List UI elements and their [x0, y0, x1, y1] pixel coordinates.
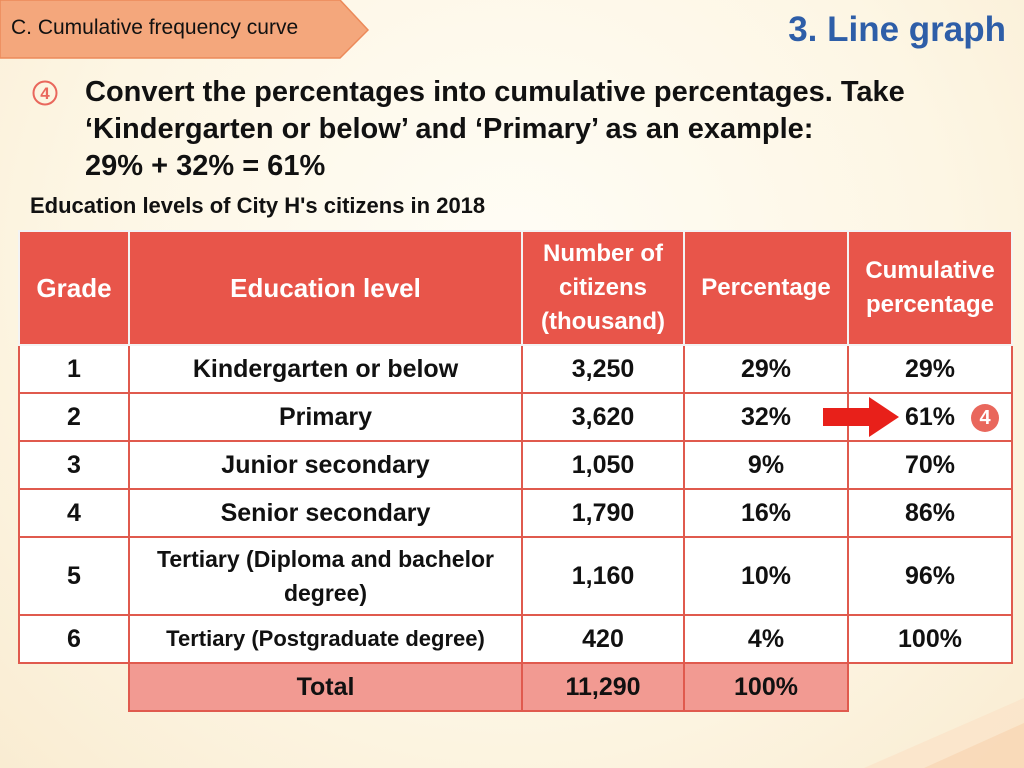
cell-education-level: Tertiary (Postgraduate degree): [129, 615, 522, 663]
header-percentage: Percentage: [684, 231, 848, 345]
red-arrow-icon: [823, 395, 901, 439]
table-row: [19, 393, 1012, 441]
cell-grade: 1: [19, 345, 129, 393]
cell-education-level: Primary: [129, 393, 522, 441]
header-grade: Grade: [19, 231, 129, 345]
total-empty-cell: [19, 663, 129, 711]
cell-citizens: 3,620: [522, 393, 684, 441]
cell-education-level-line-2: degree): [283, 580, 368, 606]
header-citizens-line-1: Number of: [543, 240, 663, 267]
table-row: [19, 615, 1012, 663]
education-table: [18, 230, 1013, 712]
cell-cumulative: 100%: [848, 615, 1012, 663]
cell-cumulative: 86%: [848, 489, 1012, 537]
cell-citizens: 1,790: [522, 489, 684, 537]
cell-citizens: 1,160: [522, 537, 684, 615]
section-tab: [0, 0, 370, 60]
header-cumulative-line-1: Cumulative: [865, 257, 995, 284]
cell-education-level-line-1: Tertiary (Diploma and bachelor: [157, 546, 494, 572]
header-education-level: Education level: [129, 231, 522, 345]
cell-grade: 3: [19, 441, 129, 489]
cell-cumulative: 70%: [848, 441, 1012, 489]
header-cumulative-line-2: percentage: [865, 291, 995, 318]
svg-text:4: 4: [40, 84, 50, 103]
cell-percentage: 29%: [684, 345, 848, 393]
cell-grade: 4: [19, 489, 129, 537]
cell-cumulative: 29%: [848, 345, 1012, 393]
cell-percentage: 32%: [684, 393, 848, 441]
cell-cumulative: 96%: [848, 537, 1012, 615]
table-caption: Education levels of City H's citizens in 2018: [30, 193, 486, 218]
table-row: [19, 537, 1012, 615]
table-header-row: [19, 231, 1012, 345]
cell-percentage: 4%: [684, 615, 848, 663]
cell-cumulative-highlighted: [848, 393, 1012, 441]
cell-citizens: 420: [522, 615, 684, 663]
cell-percentage: 9%: [684, 441, 848, 489]
instruction-line-1: Convert the percentages into cumulative percentages. Take: [85, 76, 905, 108]
cell-education-level: Kindergarten or below: [129, 345, 522, 393]
section-tab-label: C. Cumulative frequency curve: [11, 16, 299, 39]
cell-education-level: [129, 537, 522, 615]
header-number-of-citizens: [522, 231, 684, 345]
table-row: [19, 345, 1012, 393]
cell-percentage: 10%: [684, 537, 848, 615]
cell-grade: 5: [19, 537, 129, 615]
cell-education-level: Junior secondary: [129, 441, 522, 489]
cell-cumulative-value: 61%: [904, 402, 956, 431]
cell-citizens: 1,050: [522, 441, 684, 489]
table-row: [19, 489, 1012, 537]
cell-total-citizens: 11,290: [522, 663, 684, 711]
step-four-icon: [32, 80, 58, 106]
step-badge: 4: [971, 404, 999, 432]
cell-citizens: 3,250: [522, 345, 684, 393]
header-cumulative-percentage: [848, 231, 1012, 345]
instruction-line-3: 29% + 32% = 61%: [85, 150, 326, 182]
header-citizens-line-3: (thousand): [541, 308, 665, 335]
cell-total-percentage: 100%: [684, 663, 848, 711]
cell-percentage: 16%: [684, 489, 848, 537]
cell-education-level: Senior secondary: [129, 489, 522, 537]
cell-grade: 2: [19, 393, 129, 441]
header-citizens-line-2: citizens: [558, 274, 648, 301]
page-title: 3. Line graph: [788, 10, 1006, 49]
instruction-line-2: ‘Kindergarten or below’ and ‘Primary’ as an example:: [85, 113, 814, 145]
cell-total-label: Total: [129, 663, 522, 711]
corner-decoration: [804, 698, 1024, 768]
cell-grade: 6: [19, 615, 129, 663]
table-row: [19, 441, 1012, 489]
instruction-text: [85, 74, 985, 185]
